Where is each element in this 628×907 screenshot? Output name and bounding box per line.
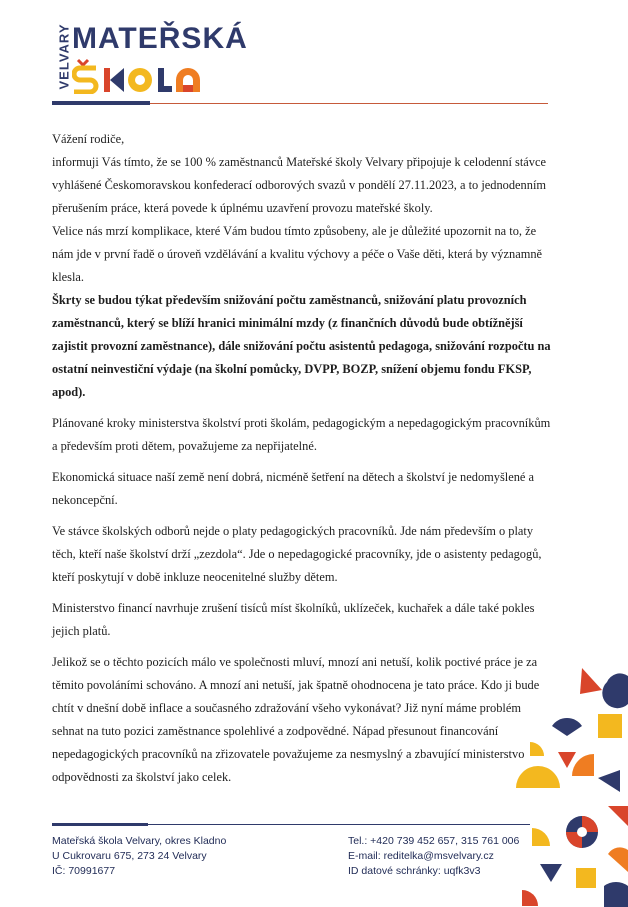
footer-contact	[348, 834, 519, 879]
school-id: IČ: 70991677	[52, 865, 116, 877]
paragraph-strike-purpose: Ve stávce školských odborů nejde o platy pedagogických pracovníků. Jde nám především o platy těch, kteří naše školství drží „zezdola“. Jde o nepedagogické pracovníky, jde o asistenty pedagogů, kteří poskytují v době inkluze neocenitelné služby dětem.	[52, 524, 542, 584]
decorative-shapes	[512, 668, 628, 907]
paragraph-unacceptable: Plánované kroky ministerstva školství proti školám, pedagogickým a nepedagogickým pracovníkům a především proti dětem, považujeme za nepřijatelné.	[52, 416, 551, 453]
email: E-mail: reditelka@msvelvary.cz	[348, 850, 494, 862]
letter-body	[52, 128, 552, 789]
school-logo	[52, 22, 252, 94]
data-box-id: ID datové schránky: uqfk3v3	[348, 865, 481, 877]
footer-rule	[52, 824, 530, 825]
logo-town-label: VELVARY	[56, 23, 72, 90]
svg-text:ŠKOLA: ŠKOLA	[72, 58, 76, 59]
letterhead	[52, 22, 548, 106]
header-rule-accent	[52, 101, 150, 105]
paragraph-strike-notice: informuji Vás tímto, že se 100 % zaměstnanců Mateřské školy Velvary připojuje k celodenní stávce vyhlášené Českomoravskou konfederací odborových svazů v pondělí 27.11.2023, a to jednodenním přerušením práce, která povede k úplnému uzavření provozu mateřské školy.	[52, 155, 547, 215]
cuts-detail: budou týkat především snižování počtu zaměstnanců, snižování platu provozních zaměstnanců, který se blíží hranici minimální mzdy (z finančních důvodů bude obtížnější zajistit provozní zaměstnance), dále snižování počtu asistentů pedagoga, snižování rozpočtu na ostatní neinvestiční výdaje (na školní pomůcky, DVPP, BOZP, snížení objemu fondu FKSP, apod).	[52, 293, 551, 399]
school-address: U Cukrovaru 675, 273 24 Velvary	[52, 850, 207, 862]
paragraph-staff-shortage: Jelikož se o těchto pozicích málo ve společnosti mluví, mnozí ani netuší, kolik poctivé práce je za těmito povoláními schováno. A mnozí ani netuší, jak špatně ohodnocena je tato práce. Kdo ji bude chtít v dnešní době inflace a současného zdražování všeho vykonávat? Již nyní máme problém sehnat na tuto pozici zaměstnance spolehlivé a zodpovědné. Nápad přesunout financování nepedagogických pracovníků na zřizovatele považujeme za nesmyslný a zbavující ministerstvo odpovědnosti za školství jako celek.	[52, 655, 540, 784]
greeting: Vážení rodiče,	[52, 132, 125, 146]
footer-address	[52, 834, 226, 879]
logo-title: MATEŘSKÁ	[72, 22, 248, 55]
logo-skola-wordmark	[72, 58, 252, 94]
school-name: Mateřská škola Velvary, okres Kladno	[52, 835, 227, 847]
paragraph-cuts	[52, 289, 552, 404]
phone: Tel.: +420 739 452 657, 315 761 006	[348, 835, 520, 847]
cuts-lead: Škrty se	[52, 293, 99, 307]
paragraph-regret: Velice nás mrzí komplikace, které Vám budou tímto způsobeny, ale je důležité upozornit na to, že nám jde v první řadě o úroveň vzdělávání a kvalitu výchovy a péče o Vaše děti, která by významně klesla.	[52, 224, 543, 284]
paragraph-ministry-proposal: Ministerstvo financí navrhuje zrušení tisíců míst školníků, uklízeček, kuchařek a dále také pokles jejich platů.	[52, 601, 535, 638]
header-rule	[150, 103, 548, 104]
paragraph-economy: Ekonomická situace naší země není dobrá, nicméně šetření na dětech a školství je nedomyšlené a nekoncepční.	[52, 470, 535, 507]
